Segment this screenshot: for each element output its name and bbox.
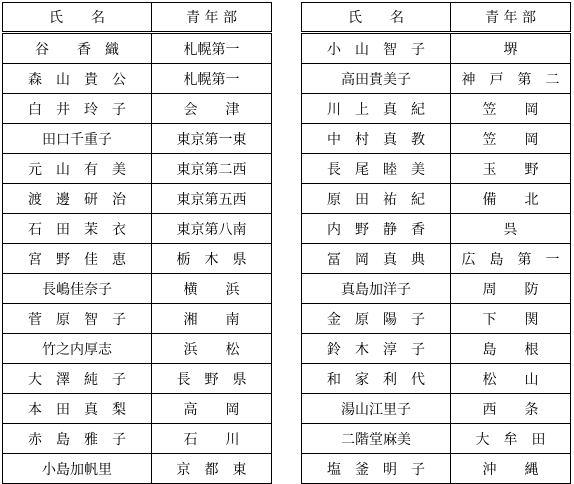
member-name: 小 山 智 子 — [302, 33, 451, 64]
table-row — [3, 244, 272, 274]
table-row — [3, 454, 272, 484]
table-header-row — [3, 3, 272, 33]
member-name: 白 井 玲 子 — [3, 94, 152, 124]
member-section: 高 岡 — [152, 394, 272, 424]
member-section: 会 津 — [152, 94, 272, 124]
member-section: 石 川 — [152, 424, 272, 454]
table-row — [3, 304, 272, 334]
member-name: 長 尾 睦 美 — [302, 154, 451, 184]
table-row — [302, 394, 571, 424]
member-section: 東京第一東 — [152, 124, 272, 154]
member-name: 鈴 木 淳 子 — [302, 334, 451, 364]
member-section: 大 牟 田 — [451, 424, 571, 454]
member-section: 玉 野 — [451, 154, 571, 184]
member-name: 元 山 有 美 — [3, 154, 152, 184]
table-row — [3, 184, 272, 214]
member-name: 大 澤 純 子 — [3, 364, 152, 394]
table-row — [302, 64, 571, 94]
member-section: 松 山 — [451, 364, 571, 394]
table-row — [302, 154, 571, 184]
member-section: 長 野 県 — [152, 364, 272, 394]
table-row — [302, 184, 571, 214]
member-section: 東京第五西 — [152, 184, 272, 214]
table-row — [3, 334, 272, 364]
member-name: 金 原 陽 子 — [302, 304, 451, 334]
member-section: 札幌第一 — [152, 33, 272, 64]
member-name: 和 家 利 代 — [302, 364, 451, 394]
table-row — [3, 64, 272, 94]
member-section: 東京第八南 — [152, 214, 272, 244]
member-section: 島 根 — [451, 334, 571, 364]
member-section: 浜 松 — [152, 334, 272, 364]
member-section: 神 戸 第 二 — [451, 64, 571, 94]
table-row — [3, 274, 272, 304]
member-name: 湯山江里子 — [302, 394, 451, 424]
table-row — [302, 364, 571, 394]
table-row — [3, 94, 272, 124]
table-row — [3, 424, 272, 454]
header-section: 青 年 部 — [152, 3, 272, 33]
member-section: 西 条 — [451, 394, 571, 424]
member-name: 川 上 真 紀 — [302, 94, 451, 124]
member-name: 赤 島 雅 子 — [3, 424, 152, 454]
member-section: 横 浜 — [152, 274, 272, 304]
member-name: 長嶋佳奈子 — [3, 274, 152, 304]
table-row — [302, 244, 571, 274]
table-row — [302, 124, 571, 154]
member-section: 東京第二西 — [152, 154, 272, 184]
member-name: 中 村 真 教 — [302, 124, 451, 154]
member-name: 真島加洋子 — [302, 274, 451, 304]
member-name: 渡 邊 研 治 — [3, 184, 152, 214]
member-name: 宮 野 佳 恵 — [3, 244, 152, 274]
member-name: 本 田 真 梨 — [3, 394, 152, 424]
table-row — [3, 394, 272, 424]
member-section: 堺 — [451, 33, 571, 64]
member-name: 原 田 祐 紀 — [302, 184, 451, 214]
table-row — [302, 274, 571, 304]
table-row — [302, 424, 571, 454]
table-row — [3, 124, 272, 154]
table-row — [302, 304, 571, 334]
member-section: 沖 縄 — [451, 454, 571, 484]
table-row — [3, 154, 272, 184]
table-row — [3, 33, 272, 64]
table-header-row — [302, 3, 571, 33]
member-section: 笠 岡 — [451, 94, 571, 124]
member-section: 広 島 第 一 — [451, 244, 571, 274]
header-name: 氏 名 — [302, 3, 451, 33]
member-name: 竹之内厚志 — [3, 334, 152, 364]
members-table-right — [301, 2, 571, 484]
member-section: 札幌第一 — [152, 64, 272, 94]
member-name: 二階堂麻美 — [302, 424, 451, 454]
table-row — [302, 94, 571, 124]
table-row — [3, 214, 272, 244]
member-section: 湘 南 — [152, 304, 272, 334]
member-section: 下 関 — [451, 304, 571, 334]
member-section: 備 北 — [451, 184, 571, 214]
member-name: 冨 岡 真 典 — [302, 244, 451, 274]
member-name: 小島加帆里 — [3, 454, 152, 484]
member-name: 森 山 貴 公 — [3, 64, 152, 94]
member-section: 笠 岡 — [451, 124, 571, 154]
header-section: 青 年 部 — [451, 3, 571, 33]
table-row — [302, 33, 571, 64]
member-section: 京 都 東 — [152, 454, 272, 484]
member-section: 呉 — [451, 214, 571, 244]
table-row — [302, 214, 571, 244]
member-name: 高田貴美子 — [302, 64, 451, 94]
member-name: 塩 釜 明 子 — [302, 454, 451, 484]
member-section: 栃 木 県 — [152, 244, 272, 274]
member-name: 谷 香 織 — [3, 33, 152, 64]
table-row — [302, 334, 571, 364]
members-table-left — [2, 2, 272, 484]
member-name: 内 野 静 香 — [302, 214, 451, 244]
member-name: 菅 原 智 子 — [3, 304, 152, 334]
header-name: 氏 名 — [3, 3, 152, 33]
member-name: 田口千重子 — [3, 124, 152, 154]
member-name: 石 田 茉 衣 — [3, 214, 152, 244]
table-row — [3, 364, 272, 394]
member-section: 周 防 — [451, 274, 571, 304]
table-row — [302, 454, 571, 484]
